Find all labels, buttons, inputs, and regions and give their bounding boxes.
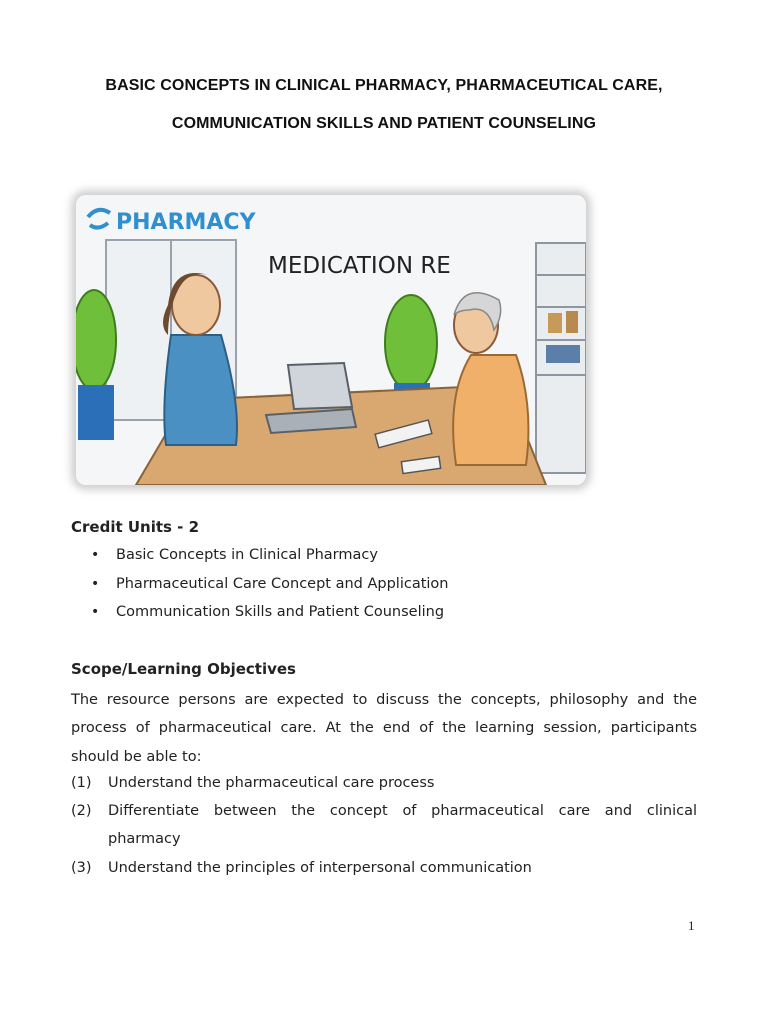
- illustration-svg: [76, 195, 586, 485]
- objective-item-1: [71, 769, 697, 797]
- objective-text: Understand the principles of interpersonal communication: [108, 860, 532, 876]
- scope-objectives-heading: Scope/Learning Objectives: [71, 660, 296, 678]
- document-title-line-2: COMMUNICATION SKILLS AND PATIENT COUNSELING: [171, 115, 597, 132]
- document-title-line-1: BASIC CONCEPTS IN CLINICAL PHARMACY, PHARMACEUTICAL CARE,: [105, 77, 663, 94]
- list-item: • Communication Skills and Patient Counseling: [71, 602, 449, 631]
- objective-text-line: pharmacy: [108, 831, 181, 848]
- paragraph-line: should be able to:: [71, 748, 202, 765]
- plant-left: [76, 290, 116, 440]
- credit-units-heading: Credit Units - 2: [71, 518, 200, 536]
- scope-paragraph: [71, 686, 697, 771]
- pharmacy-consultation-illustration: [76, 195, 586, 485]
- list-item: • Basic Concepts in Clinical Pharmacy: [71, 545, 449, 574]
- objective-text-line: Differentiate between the concept of pharmaceutical care and clinical: [108, 803, 697, 819]
- objective-number: (3): [71, 860, 92, 876]
- medication-review-text: MEDICATION RE: [268, 253, 451, 279]
- paragraph-line: The resource persons are expected to discuss the concepts, philosophy and the: [71, 692, 697, 708]
- list-item: • Pharmaceutical Care Concept and Application: [71, 574, 449, 603]
- objective-number: (2): [71, 803, 92, 819]
- credit-units-list: [71, 545, 449, 631]
- objective-item-2: [71, 797, 697, 854]
- objective-number: (1): [71, 775, 92, 791]
- objective-text: [108, 797, 697, 854]
- objective-item-3: [71, 854, 697, 882]
- page-number: 1: [688, 918, 695, 933]
- pharmacy-sign-text: PHARMACY: [116, 210, 256, 235]
- objective-text: Understand the pharmaceutical care process: [108, 775, 435, 791]
- paragraph-line: process of pharmaceutical care. At the end of the learning session, participants: [71, 720, 697, 737]
